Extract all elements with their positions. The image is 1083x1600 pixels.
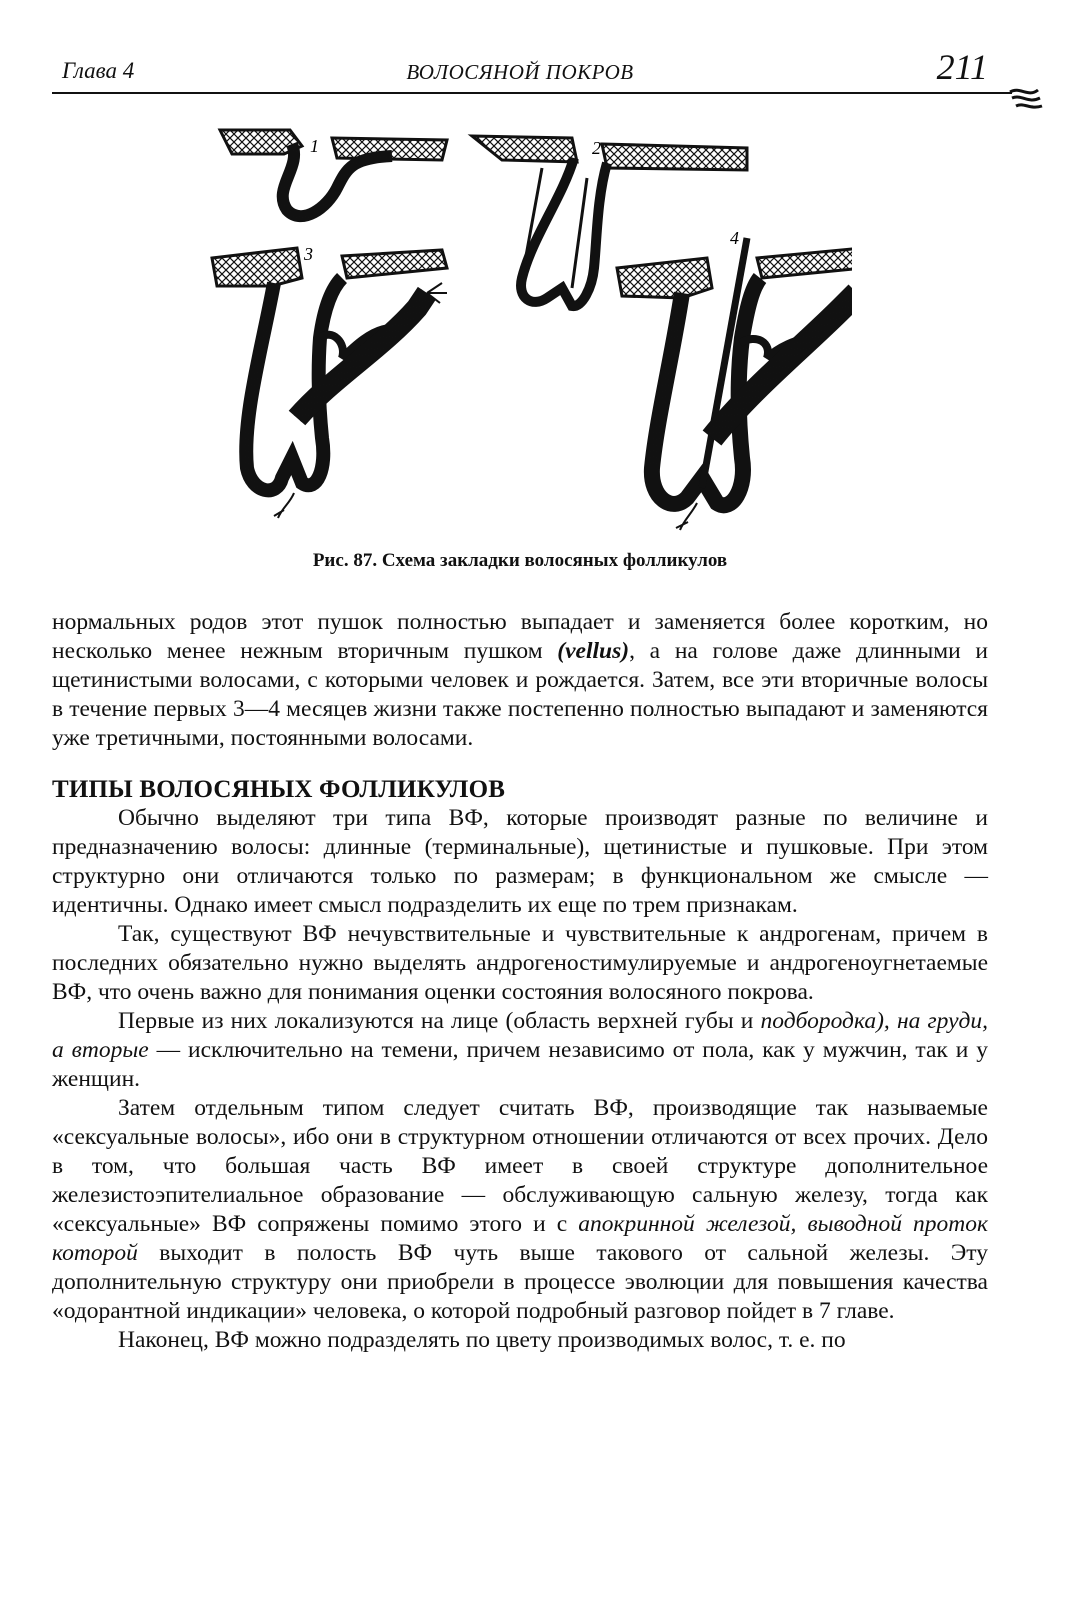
flourish-ornament-icon — [1006, 84, 1046, 114]
paragraph: Затем отдельным типом следует считать ВФ, производящие так называемые «сексуальные волосы», ибо они в структурном отношении отличаются от всех прочих. Дело в том, что большая часть ВФ имеет в своей структуре дополнительное железистоэпителиальное образование — обслуживающую сальную железу, тогда как «сексуальные» ВФ сопряжены помимо этого и с апокринной железой, выводной проток которой выходит в полость ВФ чуть выше такового от сальной железы. Эту дополнительную структуру они приобрели в процессе эволюции для повышения качества «одорантной индикации» человека, о которой подробный разговор пойдет в 7 главе. — [52, 1095, 988, 1324]
paragraph: Наконец, ВФ можно подразделять по цвету производимых волос, т. е. по — [118, 1327, 846, 1353]
follicle-stage-3 — [212, 244, 447, 518]
paragraph: нормальных родов этот пушок полностью выпадает и заменяется более коротким, но несколько менее нежным вторичным пушком (vellus), а на голове даже длинными и щетинистыми волосами, с которыми человек и рождается. Затем, все эти вторичные волосы в течение первых 3—4 месяцев жизни также постепенно полностью выпадают и заменяются уже третичными, постоянными волосами. — [52, 609, 988, 751]
figure-label-4: 4 — [730, 228, 739, 248]
italic-phrase: апокринной железой, выводной проток которой — [52, 1211, 988, 1266]
follicle-stage-1 — [220, 130, 447, 216]
latin-term: (vellus) — [557, 638, 630, 664]
figure-label-3: 3 — [304, 244, 313, 264]
section-heading: ТИПЫ ВОЛОСЯНЫХ ФОЛЛИКУЛОВ — [52, 776, 506, 803]
figure-label-1: 1 — [310, 136, 319, 156]
paragraph: Так, существуют ВФ нечувствительные и чувствительные к андрогенам, причем в последних обязательно нужно выделять андрогеностимулируемые и андрогеноугнетаемые ВФ, что очень важно для понимания оценки состояния волосяного покрова. — [52, 921, 988, 1005]
page-number: 211 — [936, 47, 988, 87]
paragraph: Обычно выделяют три типа ВФ, которые производят разные по величине и предназначению волосы: длинные (терминальные), щетинистые и пушковые. При этом структурно они отличаются только по размерам; в функциональном же смысле — идентичны. Однако имеет смысл подразделить их еще по трем признакам. — [52, 805, 988, 918]
paragraph: Первые из них локализуются на лице (область верхней губы и подбородка), на груди, а вторые — исключительно на темени, причем независимо от пола, как у мужчин, так и у женщин. — [52, 1008, 988, 1092]
book-page — [52, 0, 988, 1600]
chapter-label: Глава 4 — [62, 58, 135, 83]
italic-phrase: подбородка), на груди, а вторые — [52, 1008, 988, 1063]
follicle-stage-4 — [617, 228, 852, 530]
running-header — [52, 47, 988, 94]
body-text — [52, 608, 988, 1355]
hair-follicle-diagram — [202, 118, 852, 538]
header-rule — [52, 92, 1012, 94]
figure-label-2: 2 — [592, 138, 601, 158]
figure-caption: Рис. 87. Схема закладки волосяных фолликулов — [312, 550, 728, 571]
running-title: ВОЛОСЯНОЙ ПОКРОВ — [406, 60, 634, 84]
